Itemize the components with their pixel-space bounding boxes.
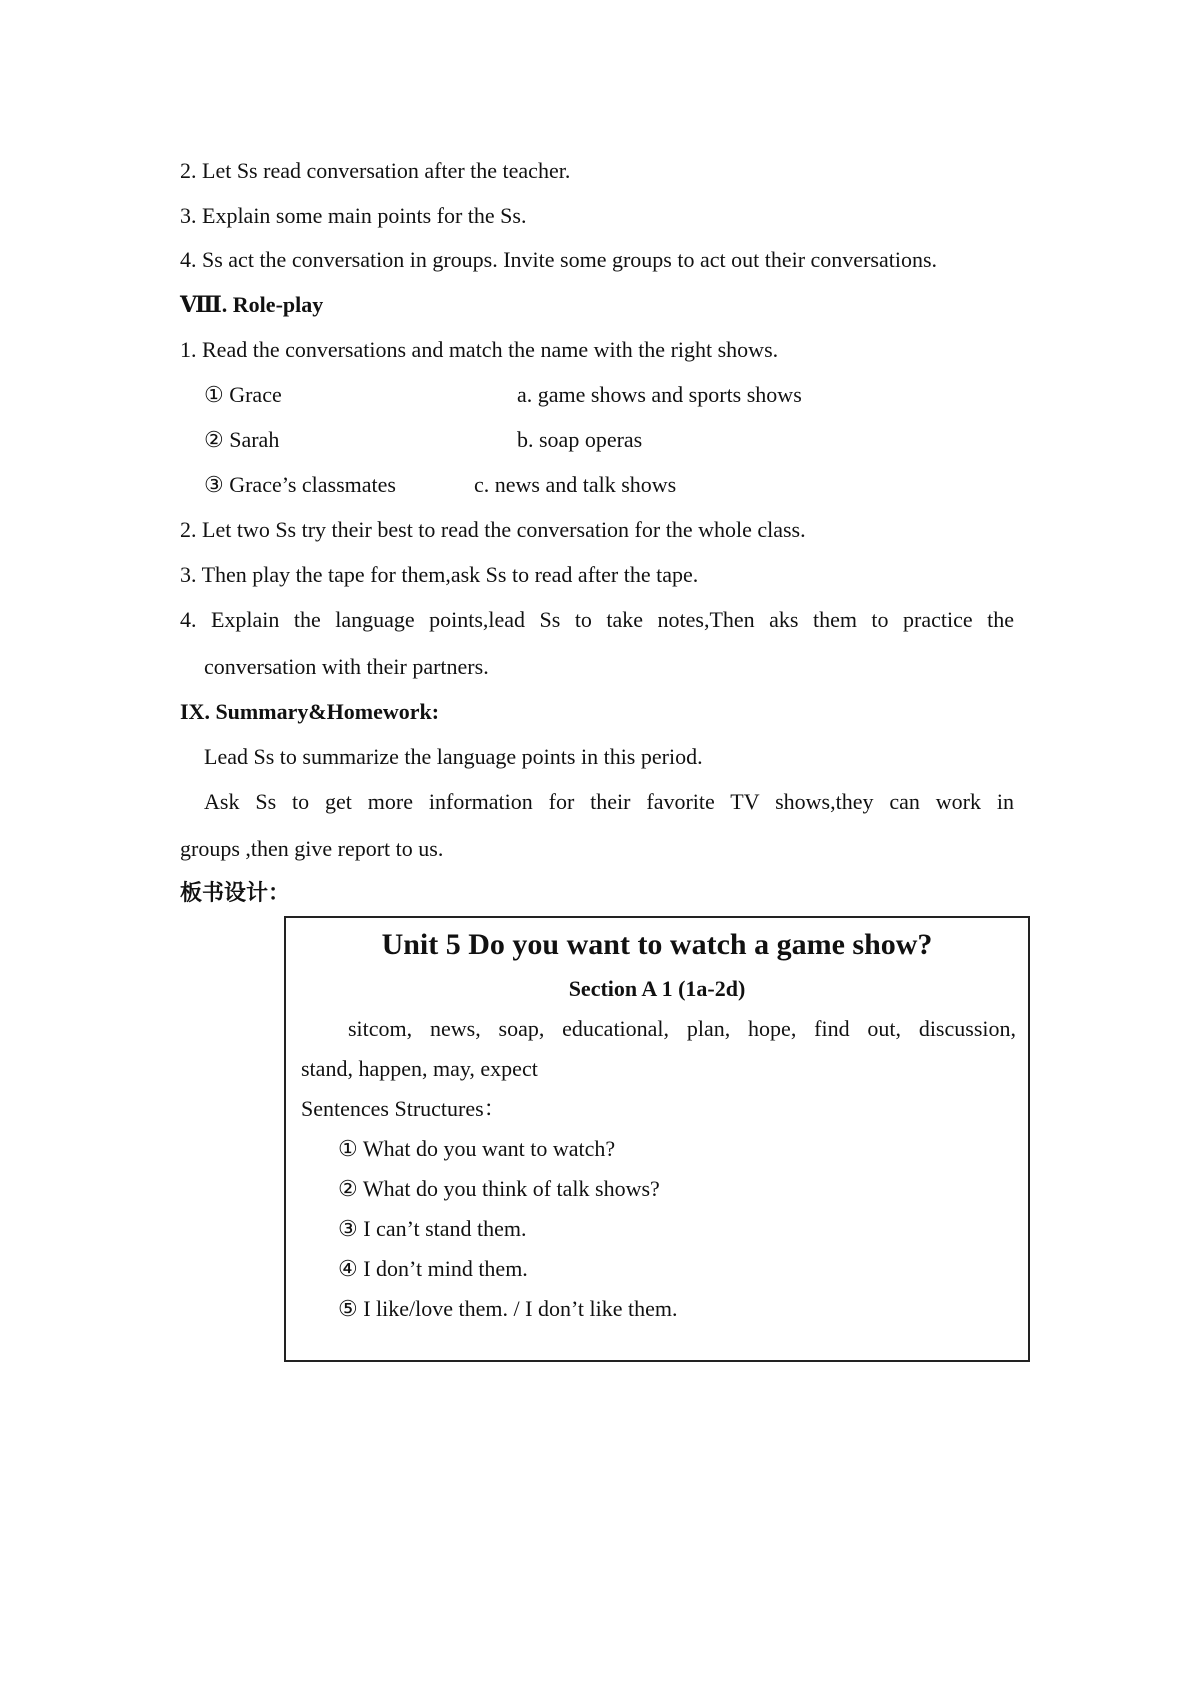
step-3-text: 3. Explain some main points for the Ss. — [180, 203, 527, 228]
match-name-3: ③ Grace’s classmates — [204, 472, 396, 497]
structure-item: ⑤ I like/love them. / I don’t like them. — [338, 1296, 678, 1321]
board-title: Unit 5 Do you want to watch a game show? — [381, 928, 933, 961]
structure-item: ② What do you think of talk shows? — [338, 1176, 660, 1201]
board-design-box — [284, 916, 1030, 1362]
match-show-b: b. soap operas — [517, 427, 643, 452]
step-2-text: 2. Let Ss read conversation after the teacher. — [180, 158, 571, 183]
role-play-step-1: 1. Read the conversations and match the name with the right shows. — [180, 337, 779, 362]
homework-line-2: groups ,then give report to us. — [180, 836, 444, 861]
board-subtitle: Section A 1 (1a-2d) — [568, 976, 746, 1001]
role-play-step-4-line-1: 4. Explain the language points,lead Ss to take notes,Then aks them to practice the — [180, 607, 1014, 632]
step-4-text: 4. Ss act the conversation in groups. Invite some groups to act out their conversations. — [180, 247, 938, 272]
vocab-line-1: sitcom, news, soap, educational, plan, hope, find out, discussion, — [348, 1016, 1016, 1041]
section-9-heading: IX. Summary&Homework: — [180, 699, 440, 724]
structures-label: Sentences Structures： — [301, 1096, 506, 1121]
match-show-c: c. news and talk shows — [474, 472, 677, 497]
section-8-heading: Ⅷ. Role-play — [180, 292, 324, 317]
role-play-step-4-line-2: conversation with their partners. — [204, 654, 489, 679]
board-design-label: 板书设计： — [180, 880, 291, 905]
role-play-step-2: 2. Let two Ss try their best to read the conversation for the whole class. — [180, 517, 806, 542]
role-play-step-3: 3. Then play the tape for them,ask Ss to read after the tape. — [180, 562, 699, 587]
summary-line-1: Lead Ss to summarize the language points in this period. — [204, 744, 703, 769]
vocab-line-2: stand, happen, may, expect — [301, 1056, 538, 1081]
structure-item: ④ I don’t mind them. — [338, 1256, 528, 1281]
homework-line-1: Ask Ss to get more information for their favorite TV shows,they can work in — [204, 789, 1014, 814]
structure-item: ① What do you want to watch? — [338, 1136, 616, 1161]
match-name-1: ① Grace — [204, 382, 282, 407]
match-show-a: a. game shows and sports shows — [517, 382, 802, 407]
structure-item: ③ I can’t stand them. — [338, 1216, 527, 1241]
match-name-2: ② Sarah — [204, 427, 280, 452]
